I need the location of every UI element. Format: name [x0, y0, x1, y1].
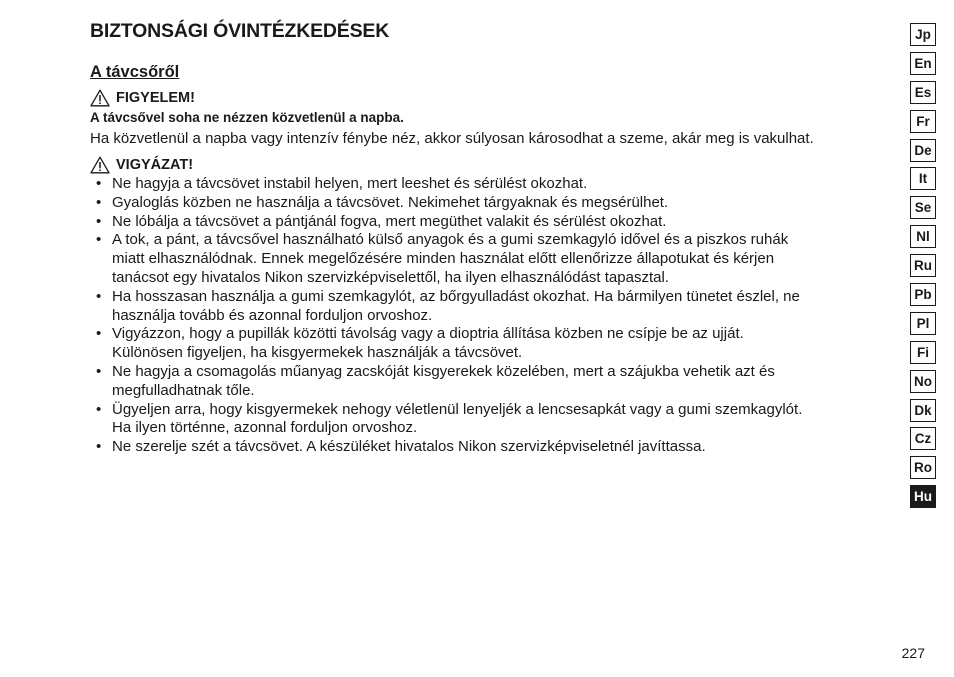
language-tab-hu[interactable]: Hu	[910, 485, 936, 508]
page-title: BIZTONSÁGI ÓVINTÉZKEDÉSEK	[90, 20, 390, 42]
caution-item-line: miatt elhasználódnak. Ennek megelőzésére minden használat előtt ellenőrizze állapotukat és kérjen	[112, 250, 775, 268]
bullet-dot: •	[96, 287, 102, 305]
bullet-dot: •	[96, 175, 102, 192]
caution-item	[90, 213, 902, 232]
page-content	[90, 18, 902, 457]
caution-item	[90, 438, 902, 457]
language-tab-en[interactable]: En	[910, 52, 936, 75]
language-tab-fr[interactable]: Fr	[910, 110, 936, 133]
page-number: 227	[901, 645, 925, 661]
bullet-dot: •	[96, 325, 102, 343]
language-tab-pb[interactable]: Pb	[910, 283, 936, 306]
language-tab-nl[interactable]: Nl	[910, 225, 936, 248]
caution-item	[90, 194, 902, 213]
language-tab-cz[interactable]: Cz	[910, 427, 936, 450]
caution-label: VIGYÁZAT!	[116, 157, 194, 173]
bullet-dot: •	[96, 231, 102, 249]
section-title: A távcsőről	[90, 63, 180, 81]
warning-triangle-icon	[90, 156, 110, 174]
language-tab-es[interactable]: Es	[910, 81, 936, 104]
caution-item-line: Gyaloglás közben ne használja a távcsövet. Nekimehet tárgyaknak és megsérülhet.	[112, 193, 669, 211]
caution-item-line: Ügyeljen arra, hogy kisgyermekek nehogy véletlenül lenyeljék a lencsesapkát vagy a gumi szemkagylót.	[112, 400, 803, 418]
caution-item-line: tanácsot egy hivatalos Nikon szervizképviselettől, ha ilyen elhasználódást tapasztal.	[112, 268, 669, 286]
caution-heading	[90, 155, 902, 175]
bullet-dot: •	[96, 362, 102, 380]
language-tab-se[interactable]: Se	[910, 196, 936, 219]
language-tab-no[interactable]: No	[910, 370, 936, 393]
caution-item-line: Ne lóbálja a távcsövet a pántjánál fogva, mert megüthet valakit és sérülést okozhat.	[112, 212, 667, 230]
caution-item-line: Ne szerelje szét a távcsövet. A készüléket hivatalos Nikon szervizképviseletnél javíttassa.	[112, 438, 706, 456]
warning-triangle-icon	[90, 89, 110, 107]
caution-list	[90, 175, 902, 457]
warning-text: Ha közvetlenül a napba vagy intenzív fénybe néz, akkor súlyosan károsodhat a szeme, akár meg is vakulhat.	[90, 130, 814, 147]
language-tab-dk[interactable]: Dk	[910, 399, 936, 422]
bullet-dot: •	[96, 193, 102, 211]
caution-item	[90, 401, 902, 439]
language-tab-jp[interactable]: Jp	[910, 23, 936, 46]
bullet-dot: •	[96, 212, 102, 230]
caution-item	[90, 363, 902, 401]
caution-item-line: Vigyázzon, hogy a pupillák közötti távolság vagy a dioptria állítása közben ne csípje be az ujját.	[112, 325, 744, 343]
language-tab-ro[interactable]: Ro	[910, 456, 936, 479]
language-tab-de[interactable]: De	[910, 139, 936, 162]
warning-bold-text: A távcsővel soha ne nézzen közvetlenül a napba.	[90, 110, 404, 125]
caution-item	[90, 325, 902, 363]
warning-heading	[90, 88, 902, 108]
caution-item-line: A tok, a pánt, a távcsővel használható külső anyagok és a gumi szemkagyló idővel és a piszkos ruhák	[112, 231, 789, 249]
caution-item-line: Ne hagyja a csomagolás műanyag zacskóját kisgyerekek közelében, mert a szájukba vehetik azt és	[112, 362, 775, 380]
caution-item-line: Ha ilyen történne, azonnal forduljon orvoshoz.	[112, 419, 418, 437]
language-tabs	[910, 23, 936, 514]
bullet-dot: •	[96, 400, 102, 418]
caution-item	[90, 231, 902, 287]
warning-label: FIGYELEM!	[116, 90, 195, 106]
caution-item-line: Különösen figyeljen, ha kisgyermekek használják a távcsövet.	[112, 344, 523, 362]
language-tab-pl[interactable]: Pl	[910, 312, 936, 335]
language-tab-fi[interactable]: Fi	[910, 341, 936, 364]
caution-item-line: Ne hagyja a távcsövet instabil helyen, mert leeshet és sérülést okozhat.	[112, 175, 588, 192]
caution-item-line: megfulladhatnak tőle.	[112, 381, 255, 399]
caution-item	[90, 175, 902, 194]
caution-item-line: Ha hosszasan használja a gumi szemkagylót, az bőrgyulladást okozhat. Ha bármilyen tünetet észlel, ne	[112, 287, 800, 305]
language-tab-ru[interactable]: Ru	[910, 254, 936, 277]
caution-item-line: használja tovább és azonnal forduljon orvoshoz.	[112, 306, 433, 324]
caution-item	[90, 288, 902, 326]
language-tab-it[interactable]: It	[910, 167, 936, 190]
bullet-dot: •	[96, 438, 102, 456]
